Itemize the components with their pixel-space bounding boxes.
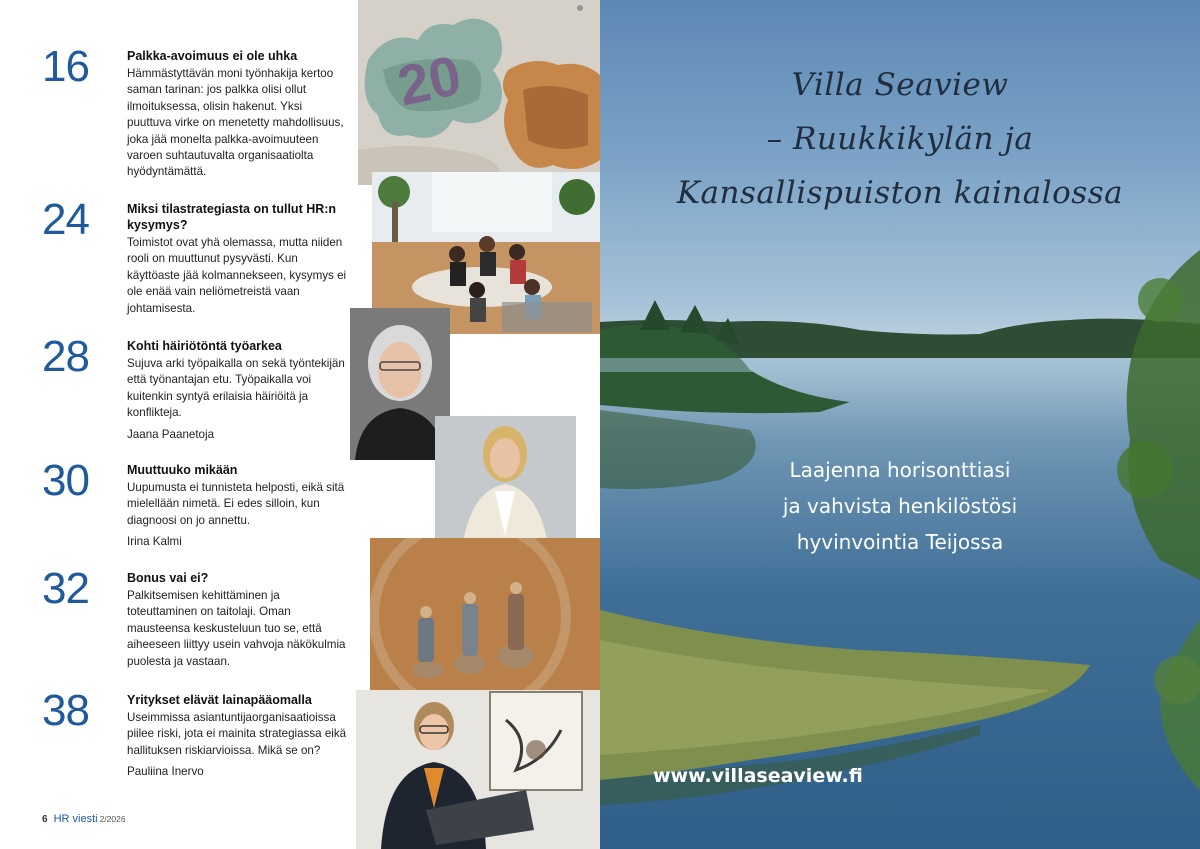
toc-page-number: 24 — [42, 195, 89, 244]
ad-tagline-line: ja vahvista henkilöstösi — [782, 494, 1018, 518]
toc-title: Yritykset elävät lainapääomalla — [127, 693, 312, 707]
toc-teaser: Toimistot ovat yhä olemassa, mutta niiden rooli on muuttunut pysyvästi. Kun käyttöaste jää kolmannekseen, kysymys ei ole enää vain neliömetreistä vaan johtamisesta. — [127, 236, 347, 315]
toc-page-number: 32 — [42, 564, 89, 613]
toc-page-number: 30 — [42, 456, 89, 505]
toc-title: Palkka-avoimuus ei ole uhka — [127, 49, 298, 63]
ad-website-link[interactable]: www.villaseaview.fi — [653, 765, 863, 787]
toc-page-number: 16 — [42, 42, 89, 91]
folio-magazine-name: HR viesti — [53, 813, 98, 825]
pauliina-inervo-portrait — [356, 690, 600, 849]
ad-tagline-line: hyvinvointia Teijossa — [796, 530, 1004, 554]
ad-headline — [600, 58, 1200, 220]
toc-teaser: Sujuva arki työpaikalla on sekä työntekijän että työnantajan etu. Työpaikalla voi kuitenkin syntyä erilaisia häiriöitä ja konflikteja. — [127, 357, 345, 420]
toc-title: Muuttuuko mikään — [127, 463, 238, 477]
banknote-denomination: 20 — [392, 42, 467, 118]
toc-author: Pauliina Inervo — [127, 765, 204, 779]
ad-headline-line: Kansallispuiston kainalossa — [676, 175, 1124, 211]
toc-page-number: 28 — [42, 332, 89, 381]
toc-page-number: 38 — [42, 686, 89, 735]
ad-tagline — [600, 452, 1200, 560]
toc-title: Bonus vai ei? — [127, 571, 209, 585]
ad-tagline-line: Laajenna horisonttiasi — [789, 458, 1011, 482]
table-of-contents — [0, 0, 355, 849]
folio-page-number: 6 — [42, 814, 48, 825]
magnifier-figurines-photo — [370, 538, 600, 690]
ad-headline-line: Villa Seaview — [791, 67, 1009, 103]
folio-issue: 2/2026 — [99, 814, 126, 824]
page-folio — [42, 813, 126, 825]
toc-teaser: Palkitsemisen kehittäminen ja toteuttaminen on taitolaji. Oman mausteensa keskusteluun tuo se, että aiheeseen liittyy usein vahvoja näkökulmia puolesta ja vastaan. — [127, 589, 346, 668]
toc-teaser: Uupumusta ei tunnisteta helposti, eikä sitä mielellään nimetä. Ei edes silloin, kun diagnoosi on jo annettu. — [127, 481, 345, 527]
toc-title: Miksi tilastrategiasta on tullut HR:n kysymys? — [127, 202, 337, 232]
ad-headline-line: – Ruukkikylän ja — [766, 121, 1034, 157]
toc-teaser: Hämmästyttävän moni työnhakija kertoo saman tarinan: jos palkka olisi ollut ilmoituksessa, olisin hakenut. Yksi puuttuva virke on menetetty mahdollisuus, joka jää monelta palkka-avoimuuteen varoen suhtautuvalta organisaatiolta hyödyntämättä. — [127, 67, 344, 179]
toc-title: Kohti häiriötöntä työarkea — [127, 339, 282, 353]
toc-teaser: Useimmissa asiantuntijaorganisaatioissa piilee riski, jota ei mainita strategiassa eikä hallituksen riskiarvioissa. Mikä se on? — [127, 711, 347, 757]
toc-author: Irina Kalmi — [127, 535, 182, 549]
puzzle-banknotes-photo — [358, 0, 600, 185]
villa-seaview-advertisement — [600, 0, 1200, 849]
toc-author: Jaana Paanetoja — [127, 427, 215, 441]
